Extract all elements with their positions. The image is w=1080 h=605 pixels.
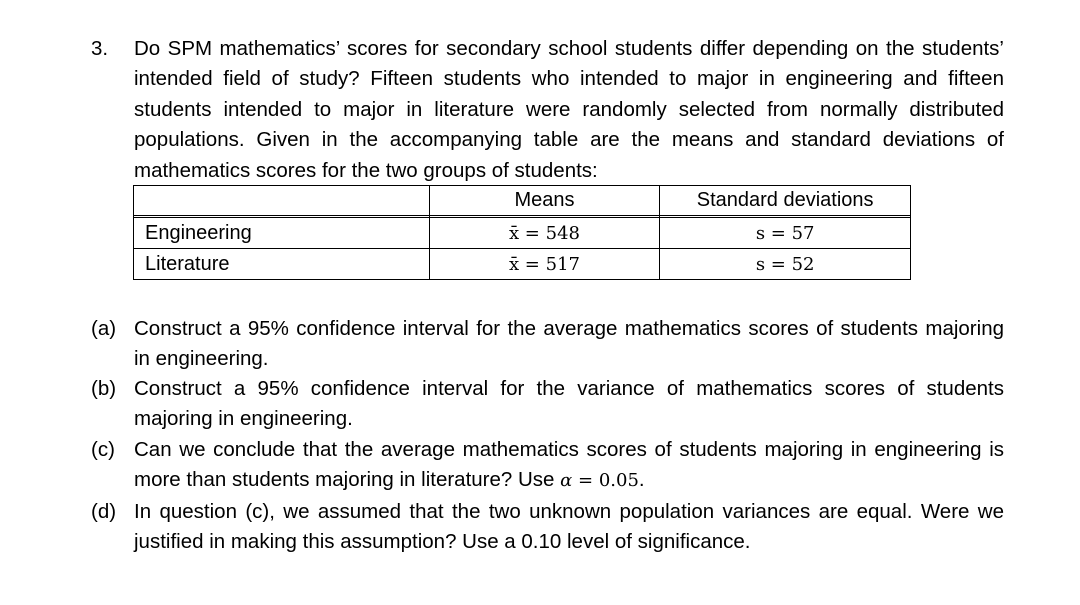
subquestion-c-text: Can we conclude that the average mathematics scores of students majoring in engineering is more than students majoring in literature? Use α = 0.05. [134, 438, 1004, 491]
subquestion-d-text: In question (c), we assumed that the two unknown population variances are equal. Were we justified in making this assumption? Use a 0.10 level of significance. [134, 500, 1004, 553]
table-row [134, 218, 911, 249]
subquestion-a-label: (a) [91, 317, 117, 340]
row-label-engineering: Engineering [134, 218, 430, 249]
subquestion-b-label: (b) [91, 377, 117, 400]
table-header-sd: Standard deviations [660, 186, 911, 216]
table-header-means: Means [429, 186, 660, 216]
question-text: Do SPM mathematics’ scores for secondary school students differ depending on the students’ intended field of study? Fifteen students who intended to major in engineering and fifteen students intended to major in literature were randomly selected from normally distributed populations. Given in the accompanying table are the means and standard deviations of mathematics scores for the two groups of students: [134, 37, 1004, 182]
sd-engineering: s = 57 [660, 218, 911, 249]
row-label-literature: Literature [134, 249, 430, 280]
table-row [134, 249, 911, 280]
alpha-symbol: α [560, 470, 573, 491]
table-header-blank [134, 186, 430, 216]
mean-literature: x̄ = 517 [429, 249, 660, 280]
sd-literature: s = 52 [660, 249, 911, 280]
mean-engineering: x̄ = 548 [429, 218, 660, 249]
subquestion-b-text: Construct a 95% confidence interval for the variance of mathematics scores of students majoring in engineering. [134, 377, 1004, 430]
subquestion-c-label: (c) [91, 438, 115, 461]
statistics-table [133, 185, 911, 280]
subquestion-d-label: (d) [91, 500, 117, 523]
question-number: 3. [91, 37, 109, 60]
table-header-row [134, 186, 911, 216]
alpha-value: = 0.05 [572, 470, 639, 491]
subquestion-a-text: Construct a 95% confidence interval for the average mathematics scores of students majoring in engineering. [134, 317, 1004, 370]
